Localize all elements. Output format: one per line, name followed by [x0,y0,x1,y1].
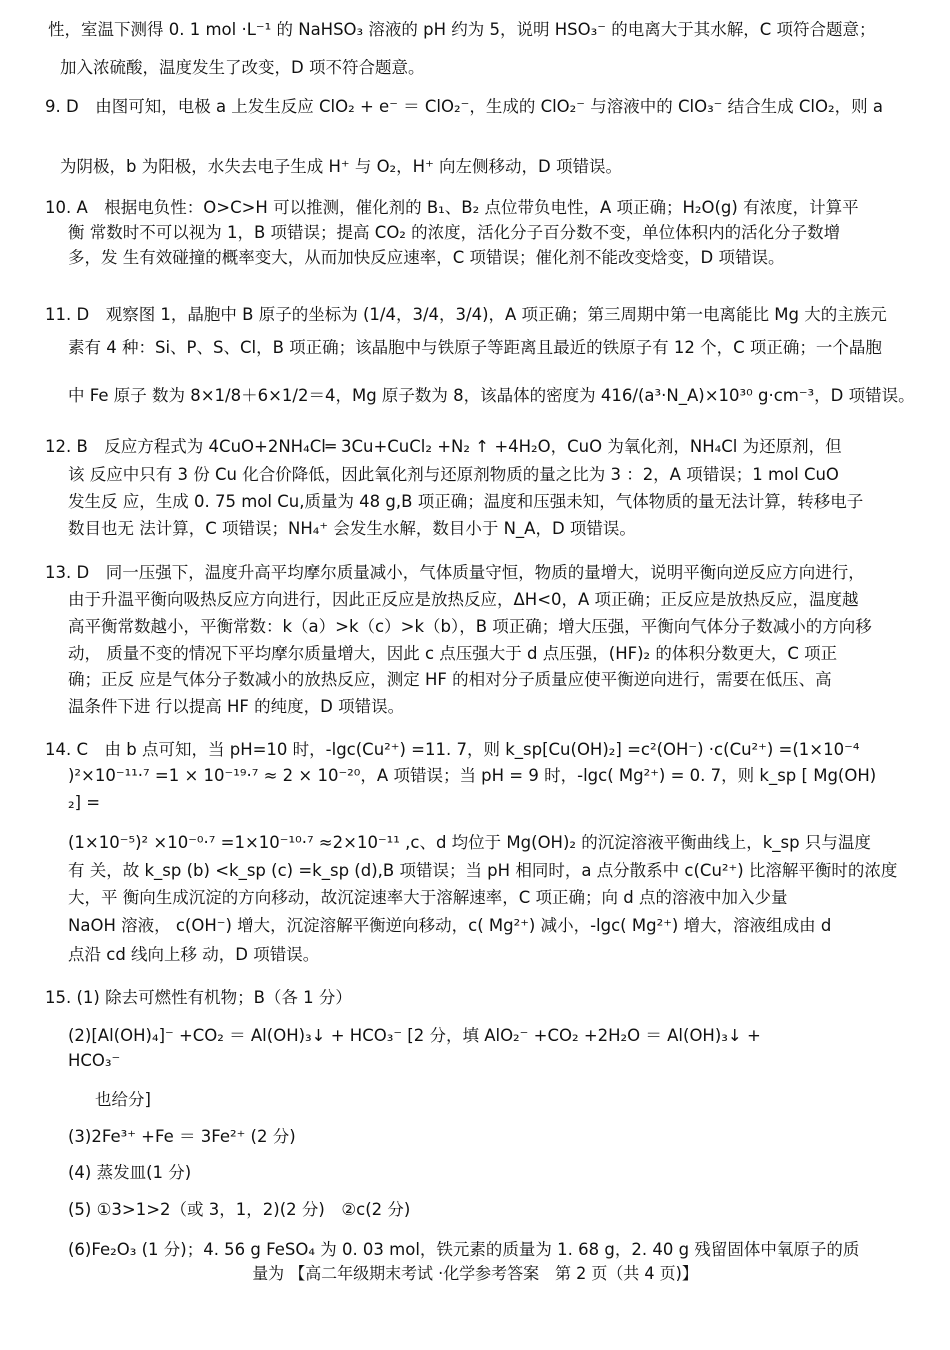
text-line: )²×10⁻¹¹·⁷ =1 × 10⁻¹⁹·⁷ ≈ 2 × 10⁻²⁰，A 项错误；当 pH = 9 时，-lgc( Mg²⁺) = 0. 7，则 k_sp [ Mg(OH) [68,766,877,785]
text-line: 为阴极，b 为阳极，水失去电子生成 H⁺ 与 O₂，H⁺ 向左侧移动，D 项错误。 [60,157,622,176]
text-line: HCO₃⁻ [68,1051,121,1070]
text-line: 动， 质量不变的情况下平均摩尔质量增大，因此 c 点压强大于 d 点压强，(HF)₂ 的体积分数更大，C 项正 [68,644,838,663]
text-line: 确；正反 应是气体分子数减小的放热反应，测定 HF 的相对分子质量应使平衡逆向进行，需要在低压、高 [68,670,832,689]
text-line: ₂] = [68,793,101,812]
text-line: 温条件下进 行以提高 HF 的纯度，D 项错误。 [68,697,405,716]
text-line: 大，平 衡向生成沉淀的方向移动，故沉淀速率大于溶解速率，C 项正确；向 d 点的溶液中加入少量 [68,888,788,907]
text-line: 加入浓硫酸，温度发生了改变，D 项不符合题意。 [60,58,425,77]
text-line: (1×10⁻⁵)² ×10⁻⁰·⁷ =1×10⁻¹⁰·⁷ ≈2×10⁻¹¹ ,c、d 均位于 Mg(OH)₂ 的沉淀溶液平衡曲线上，k_sp 只与温度 [68,833,871,852]
text-line: 素有 4 种：Si、P、S、Cl，B 项正确；该晶胞中与铁原子等距离且最近的铁原子有 12 个，C 项正确；一个晶胞 [68,338,882,357]
text-line: (6)Fe₂O₃ (1 分)；4. 56 g FeSO₄ 为 0. 03 mol，铁元素的质量为 1. 68 g，2. 40 g 残留固体中氧原子的质 [68,1240,860,1259]
text-line: (4) 蒸发皿(1 分) [68,1163,192,1182]
text-line: 多，发 生有效碰撞的概率变大，从而加快反应速率，C 项错误；催化剂不能改变焓变，D 项错误。 [68,248,785,267]
text-line: 也给分] [95,1090,151,1109]
text-line: 该 反应中只有 3 份 Cu 化合价降低，因此氧化剂与还原剂物质的量之比为 3 ：2，A 项错误；1 mol CuO [68,465,839,484]
text-line: 有 关，故 k_sp (b) <k_sp (c) =k_sp (d),B 项错误；当 pH 相同时，a 点分散系中 c(Cu²⁺) 比溶解平衡时的浓度 [68,861,898,880]
page-footer: 量为 【高二年级期末考试 ·化学参考答案 第 2 页（共 4 页)】 [252,1264,698,1283]
text-line: (5) ①3>1>2（或 3，1，2)(2 分) ②c(2 分) [68,1200,411,1219]
text-line: 12. B 反应方程式为 4CuO+2NH₄Cl═ 3Cu+CuCl₂ +N₂ ↑ +4H₂O，CuO 为氧化剂，NH₄Cl 为还原剂，但 [45,437,842,456]
text-line: 10. A 根据电负性：O>C>H 可以推测，催化剂的 B₁、B₂ 点位带负电性，A 项正确；H₂O(g) 有浓度，计算平 [45,198,859,217]
text-line: 高平衡常数越小，平衡常数：k（a）>k（c）>k（b），B 项正确；增大压强，平衡向气体分子数减小的方向移 [68,617,872,636]
text-line: 13. D 同一压强下，温度升高平均摩尔质量减小，气体质量守恒，物质的量增大，说明平衡向逆反应方向进行， [45,563,865,582]
text-line: 14. C 由 b 点可知，当 pH=10 时，-lgc(Cu²⁺) =11. 7，则 k_sp[Cu(OH)₂] =c²(OH⁻) ·c(Cu²⁺) =(1×10⁻⁴ [45,740,860,759]
text-line: 中 Fe 原子 数为 8×1/8＋6×1/2＝4，Mg 原子数为 8，该晶体的密度为 416/(a³·N_A)×10³⁰ g·cm⁻³，D 项错误。 [68,386,915,405]
text-line: 性，室温下测得 0. 1 mol ·L⁻¹ 的 NaHSO₃ 溶液的 pH 约为 5，说明 HSO₃⁻ 的电离大于其水解，C 项符合题意； [48,20,876,39]
text-line: 衡 常数时不可以视为 1，B 项错误；提高 CO₂ 的浓度，活化分子百分数不变，单位体积内的活化分子数增 [68,223,841,242]
text-line: 11. D 观察图 1，晶胞中 B 原子的坐标为 (1/4，3/4，3/4)，A 项正确；第三周期中第一电离能比 Mg 大的主族元 [45,305,887,324]
text-line: 15. (1) 除去可燃性有机物；B（各 1 分） [45,988,352,1007]
text-line: NaOH 溶液， c(OH⁻) 增大，沉淀溶解平衡逆向移动，c( Mg²⁺) 减小，-lgc( Mg²⁺) 增大，溶液组成由 d [68,916,832,935]
text-line: 9. D 由图可知，电极 a 上发生反应 ClO₂ + e⁻ ＝ ClO₂⁻，生成的 ClO₂⁻ 与溶液中的 ClO₃⁻ 结合生成 ClO₂，则 a [45,97,883,116]
text-line: 点沿 cd 线向上移 动，D 项错误。 [68,945,320,964]
text-line: 数目也无 法计算，C 项错误；NH₄⁺ 会发生水解，数目小于 N_A，D 项错误。 [68,519,636,538]
text-line: (2)[Al(OH)₄]⁻ +CO₂ ＝ Al(OH)₃↓ + HCO₃⁻ [2 分，填 AlO₂⁻ +CO₂ +2H₂O ＝ Al(OH)₃↓ + [68,1026,761,1045]
text-line: (3)2Fe³⁺ +Fe ＝ 3Fe²⁺ (2 分) [68,1127,296,1146]
text-line: 由于升温平衡向吸热反应方向进行，因此正反应是放热反应，ΔH<0，A 项正确；正反应是放热反应，温度越 [68,590,859,609]
text-line: 发生反 应，生成 0. 75 mol Cu,质量为 48 g,B 项正确；温度和压强未知，气体物质的量无法计算，转移电子 [68,492,864,511]
